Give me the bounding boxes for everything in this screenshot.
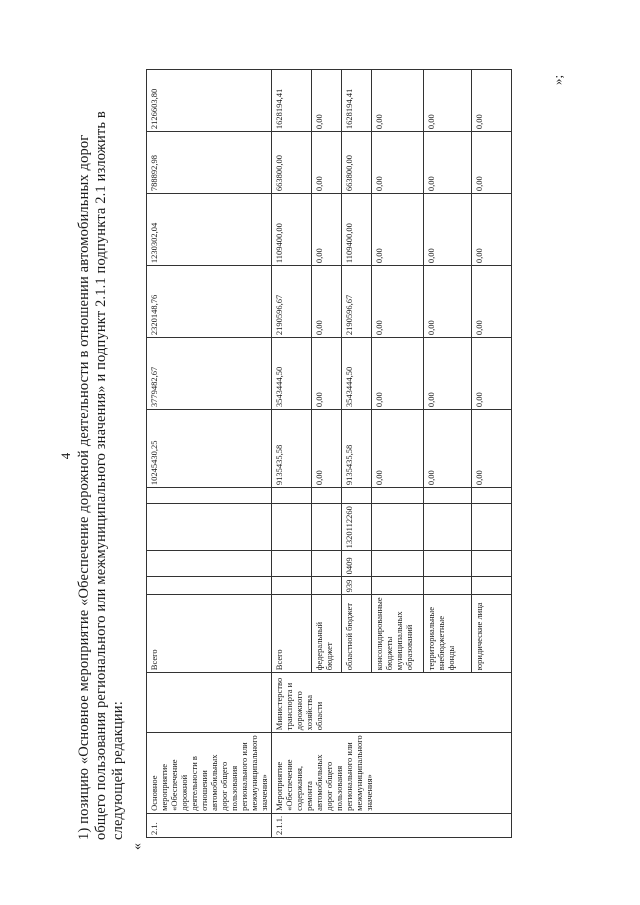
amount-cell: 1230302,04	[147, 194, 272, 266]
measure-name: Мероприятие «Обеспечение содержания, ремонта автомобильных дорог общего пользования регионального или межмуниципального значения»	[272, 733, 512, 814]
code-cell	[372, 577, 424, 595]
amount-cell: 0,00	[312, 338, 342, 410]
amount-cell: 0,00	[424, 194, 472, 266]
amount-cell: 0,00	[372, 132, 424, 194]
amount-cell: 1109400,00	[272, 194, 312, 266]
amount-cell: 663800,00	[272, 132, 312, 194]
amount-cell: 1628194,41	[342, 70, 372, 132]
code-cell: 0409	[342, 551, 372, 577]
amount-cell	[424, 488, 472, 504]
code-cell	[272, 551, 312, 577]
amount-cell: 0,00	[372, 338, 424, 410]
amount-cell: 2190596,67	[272, 266, 312, 338]
row-number: 2.1.1.	[272, 813, 512, 837]
intro-line: общего пользования регионального или межмуниципального значения» и подпункт 2.1.1 подпункта 2.1 изложить в	[93, 111, 109, 840]
table-row	[147, 70, 272, 838]
rotated-sheet	[70, 60, 570, 850]
amount-cell	[272, 488, 312, 504]
amount-cell: 0,00	[312, 410, 342, 488]
code-cell: 1320112260	[342, 504, 372, 551]
amount-cell	[312, 488, 342, 504]
amount-cell: 3779482,67	[147, 338, 272, 410]
amount-cell: 0,00	[372, 410, 424, 488]
amount-cell: 0,00	[372, 194, 424, 266]
code-cell: 939	[342, 577, 372, 595]
intro-line: 1) позицию «Основное мероприятие «Обеспечение дорожной деятельности в отношении автомобильных дорог	[76, 134, 92, 840]
amount-cell: 0,00	[472, 266, 512, 338]
funding-source: территориальные внебюджетные фонды	[424, 595, 472, 673]
amount-cell: 9135435,58	[342, 410, 372, 488]
amount-cell: 0,00	[424, 70, 472, 132]
row-number: 2.1.	[147, 813, 272, 837]
funding-source: Всего	[272, 595, 312, 673]
open-quote: «	[130, 843, 145, 850]
amount-cell: 0,00	[472, 132, 512, 194]
amount-cell: 0,00	[472, 194, 512, 266]
code-cell	[147, 577, 272, 595]
code-cell	[372, 551, 424, 577]
code-cell	[472, 504, 512, 551]
amount-cell: 0,00	[472, 338, 512, 410]
close-quote: »;	[550, 74, 565, 85]
amount-cell: 663800,00	[342, 132, 372, 194]
funding-source: юридические лица	[472, 595, 512, 673]
amount-cell: 2320148,76	[147, 266, 272, 338]
funding-source: Всего	[147, 595, 272, 673]
amount-cell: 0,00	[424, 132, 472, 194]
code-cell	[312, 504, 342, 551]
intro-paragraph	[76, 80, 127, 840]
amount-cell: 0,00	[312, 194, 342, 266]
code-cell	[372, 504, 424, 551]
amount-cell: 0,00	[424, 410, 472, 488]
code-cell	[272, 577, 312, 595]
code-cell	[424, 577, 472, 595]
amount-cell	[472, 488, 512, 504]
code-cell	[272, 504, 312, 551]
amount-cell: 0,00	[472, 410, 512, 488]
intro-line: следующей редакции:	[110, 701, 126, 840]
amount-cell: 3543444,50	[342, 338, 372, 410]
funding-source: федеральный бюджет	[312, 595, 342, 673]
amount-cell: 0,00	[372, 70, 424, 132]
code-cell	[424, 504, 472, 551]
amount-cell: 9135435,58	[272, 410, 312, 488]
amount-cell: 10245430,25	[147, 410, 272, 488]
amount-cell: 2190596,67	[342, 266, 372, 338]
amount-cell	[342, 488, 372, 504]
executor	[147, 673, 272, 733]
code-cell	[472, 551, 512, 577]
code-cell	[472, 577, 512, 595]
amount-cell: 2126603,80	[147, 70, 272, 132]
amount-cell	[147, 488, 272, 504]
code-cell	[147, 551, 272, 577]
measure-name: Основное мероприятие «Обеспечение дорожной деятельности в отношении автомобильных дорог общего пользования регионального или межмуниципального значения»	[147, 733, 272, 814]
amount-cell: 0,00	[472, 70, 512, 132]
funding-source: областной бюджет	[342, 595, 372, 673]
amount-cell	[372, 488, 424, 504]
amount-cell: 0,00	[312, 132, 342, 194]
program-table	[146, 69, 512, 838]
amount-cell: 0,00	[424, 266, 472, 338]
table-row	[272, 70, 312, 838]
funding-source: консолидированные бюджеты муниципальных образований	[372, 595, 424, 673]
code-cell	[424, 551, 472, 577]
amount-cell: 0,00	[312, 266, 342, 338]
amount-cell: 1109400,00	[342, 194, 372, 266]
amount-cell: 1628194,41	[272, 70, 312, 132]
page-number: 4	[58, 452, 73, 460]
code-cell	[312, 551, 342, 577]
executor: Министерство транспорта и дорожного хозяйства области	[272, 673, 512, 733]
amount-cell: 0,00	[312, 70, 342, 132]
amount-cell: 0,00	[372, 266, 424, 338]
amount-cell: 788892,98	[147, 132, 272, 194]
code-cell	[147, 504, 272, 551]
amount-cell: 0,00	[424, 338, 472, 410]
code-cell	[312, 577, 342, 595]
amount-cell: 3543444,50	[272, 338, 312, 410]
